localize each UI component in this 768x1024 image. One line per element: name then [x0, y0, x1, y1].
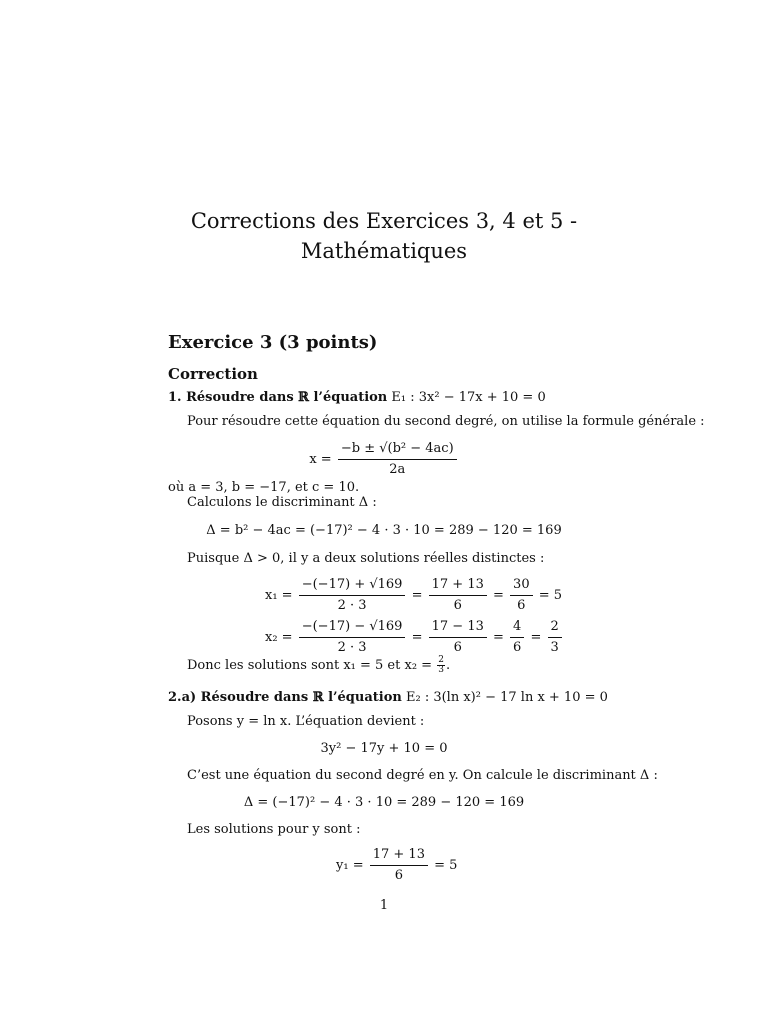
- positive-discriminant-text: Puisque Δ > 0, il y a deux solutions réelles distinctes :: [187, 551, 545, 566]
- discriminant-intro: Calculons le discriminant Δ :: [187, 495, 377, 510]
- x1-fraction-3: [510, 577, 533, 614]
- correction-heading: Correction: [168, 365, 258, 383]
- x2-calculation: x₂ = $\frac{-(-17) - √169}{2 \cdot 3}$ = $\frac{17 - 13}{6}$ = $\frac{4}{6}$ = $\frac{2}{3}$: [265, 619, 564, 656]
- x2-fraction-3: [510, 619, 524, 656]
- question-1-equation: E₁ : 3x² − 17x + 10 = 0: [391, 390, 546, 405]
- x1-fraction-3-num: 30: [510, 577, 533, 596]
- x1-fraction-1-num: −(−17) + √169: [299, 577, 406, 596]
- y1-den: 6: [394, 868, 403, 883]
- formula-numerator: −b ± √(b² − 4ac): [338, 441, 457, 460]
- x1-fraction-2: [429, 577, 487, 614]
- discriminant-formula: Δ = b² − 4ac = (−17)² − 4 · 3 · 10 = 289 − 120 = 169: [206, 523, 562, 538]
- x2-fraction-2: [429, 619, 487, 656]
- y1-result: = 5: [434, 858, 458, 873]
- x2-fraction-3-num: 4: [510, 619, 524, 638]
- y1-fraction: [370, 847, 428, 884]
- x1-fraction-1-den: 2 · 3: [337, 598, 367, 613]
- x1-fraction-3-den: 6: [517, 598, 526, 613]
- x2-fraction-1-den: 2 · 3: [337, 640, 367, 655]
- title-line-1: Corrections des Exercices 3, 4 et 5 -: [190, 209, 578, 233]
- question-1: [168, 390, 546, 406]
- page-number: 1: [379, 898, 389, 913]
- q1-conclusion-den: 3: [438, 665, 444, 675]
- q1-conclusion-text: Donc les solutions sont x₁ = 5 et x₂ =: [187, 658, 433, 673]
- q2a-discriminant-intro: C’est une équation du second degré en y. On calcule le discriminant Δ :: [187, 768, 658, 783]
- x1-lhs: x₁ =: [265, 588, 293, 603]
- title-line-2: Mathématiques: [300, 239, 468, 263]
- x2-fraction-2-num: 17 − 13: [429, 619, 487, 638]
- question-2a-label: 2.a) Résoudre dans ℝ l’équation: [168, 690, 402, 705]
- y1-lhs: y₁ =: [336, 858, 364, 873]
- formula-intro: Pour résoudre cette équation du second degré, on utilise la formule générale :: [187, 414, 705, 429]
- q1-conclusion: Donc les solutions sont x₁ = 5 et x₂ = $\frac{2}{3}$ .: [187, 655, 451, 675]
- x2-lhs: x₂ =: [265, 630, 293, 645]
- quadratic-formula: [0, 441, 768, 478]
- formula-denominator: 2a: [389, 462, 406, 477]
- x2-fraction-4-num: 2: [548, 619, 562, 638]
- x2-fraction-4-den: 3: [550, 640, 559, 655]
- formula-fraction: [338, 441, 457, 478]
- y1-num: 17 + 13: [370, 847, 428, 866]
- x2-fraction-2-den: 6: [453, 640, 462, 655]
- document-title: [0, 206, 768, 266]
- x1-result: = 5: [538, 588, 563, 603]
- x1-fraction-1: [299, 577, 406, 614]
- new-equation: 3y² − 17y + 10 = 0: [320, 741, 448, 756]
- x2-fraction-1: [299, 619, 406, 656]
- coefficients-text: où a = 3, b = −17, et c = 10.: [168, 480, 360, 495]
- question-2a-equation: E₂ : 3(ln x)² − 17 ln x + 10 = 0: [405, 690, 608, 705]
- question-1-label: 1. Résoudre dans ℝ l’équation: [168, 390, 388, 405]
- x2-fraction-4: [548, 619, 562, 656]
- y1-calculation: [336, 847, 457, 884]
- formula-lhs: x =: [309, 452, 332, 467]
- q2a-discriminant-formula: Δ = (−17)² − 4 · 3 · 10 = 289 − 120 = 169: [243, 795, 525, 810]
- x1-calculation: x₁ = $\frac{-(-17) + √169}{2 \cdot 3}$ = $\frac{17 + 13}{6}$ = $\frac{30}{6}$ = 5: [265, 577, 563, 613]
- q1-conclusion-num: 2: [438, 655, 444, 665]
- x1-fraction-2-den: 6: [453, 598, 462, 613]
- x2-fraction-3-den: 6: [513, 640, 522, 655]
- exercise-heading: Exercice 3 (3 points): [168, 332, 378, 353]
- y-solutions-intro: Les solutions pour y sont :: [187, 822, 361, 837]
- question-2a: [168, 690, 608, 706]
- x1-fraction-2-num: 17 + 13: [429, 577, 487, 596]
- x2-fraction-1-num: −(−17) − √169: [299, 619, 406, 638]
- substitution-text: Posons y = ln x. L’équation devient :: [187, 714, 425, 729]
- q1-conclusion-fraction: [437, 656, 445, 675]
